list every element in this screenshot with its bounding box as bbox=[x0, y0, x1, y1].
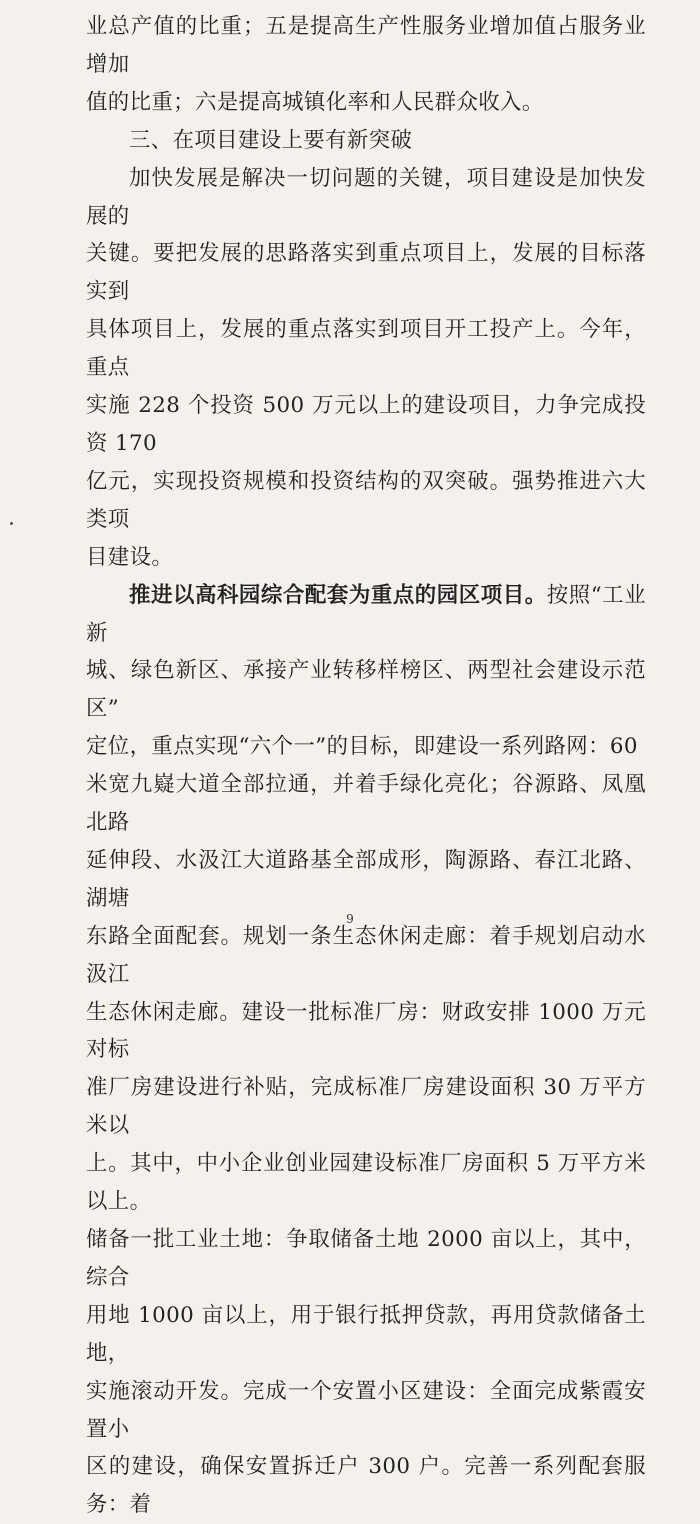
text-line: 目建设。 bbox=[86, 544, 174, 570]
text-line: 关键。要把发展的思路落实到重点项目上，发展的目标落实到 bbox=[86, 241, 646, 305]
text-line: 定位，重点实现“六个一”的目标，即建设一系列路网：60 bbox=[86, 734, 638, 760]
text-line: 米宽九嶷大道全部拉通，并着手绿化亮化；谷源路、凤凰北路 bbox=[86, 772, 646, 836]
text-line: 实施 228 个投资 500 万元以上的建设项目，力争完成投资 170 bbox=[86, 393, 646, 456]
paragraph-continued bbox=[86, 8, 646, 122]
text-line: 上。其中，中小企业创业园建设标准厂房面积 5 万平方米以上。 bbox=[86, 1151, 646, 1215]
text-line: 业总产值的比重；五是提高生产性服务业增加值占服务业增加 bbox=[86, 14, 646, 77]
paragraph-project-key bbox=[86, 160, 646, 577]
paragraph-park-projects bbox=[86, 577, 646, 1524]
text-line: 储备一批工业土地：争取储备土地 2000 亩以上，其中，综合 bbox=[86, 1227, 646, 1290]
text-line: 值的比重；六是提高城镇化率和人民群众收入。 bbox=[86, 89, 544, 115]
text-line: 准厂房建设进行补贴，完成标准厂房建设面积 30 万平方米以 bbox=[86, 1075, 646, 1139]
text-line: 东路全面配套。规划一条生态休闲走廊：着手规划启动水汲江 bbox=[86, 923, 646, 987]
scan-speck bbox=[10, 522, 13, 525]
text-line: 加快发展是解决一切问题的关键，项目建设是加快发展的 bbox=[86, 165, 646, 229]
body-text bbox=[86, 8, 646, 1524]
text-line: 延伸段、水汲江大道路基全部成形，陶源路、春江北路、湖塘 bbox=[86, 847, 646, 911]
text-line: 用地 1000 亩以上，用于银行抵押贷款，再用贷款储备土地， bbox=[86, 1302, 646, 1366]
text-line: 城、绿色新区、承接产业转移样榜区、两型社会建设示范区” bbox=[86, 658, 646, 722]
page-number: 9 bbox=[346, 912, 354, 926]
text-line: 亿元，实现投资规模和投资结构的双突破。强势推进六大类项 bbox=[86, 468, 646, 532]
text-line: 实施滚动开发。完成一个安置小区建设：全面完成紫霞安置小 bbox=[86, 1378, 646, 1442]
text-line: 生态休闲走廊。建设一批标准厂房：财政安排 1000 万元对标 bbox=[86, 999, 646, 1063]
bold-lead-sentence: 推进以高科园综合配套为重点的园区项目。 bbox=[129, 582, 547, 608]
section-heading: 三、在项目建设上要有新突破 bbox=[129, 127, 413, 153]
text-line: 具体项目上，发展的重点落实到项目开工投产上。今年，重点 bbox=[86, 317, 646, 381]
text-line: 区的建设，确保安置拆迁户 300 户。完善一系列配套服务：着 bbox=[86, 1454, 646, 1518]
text-line: 按照“工业新 bbox=[86, 582, 646, 646]
